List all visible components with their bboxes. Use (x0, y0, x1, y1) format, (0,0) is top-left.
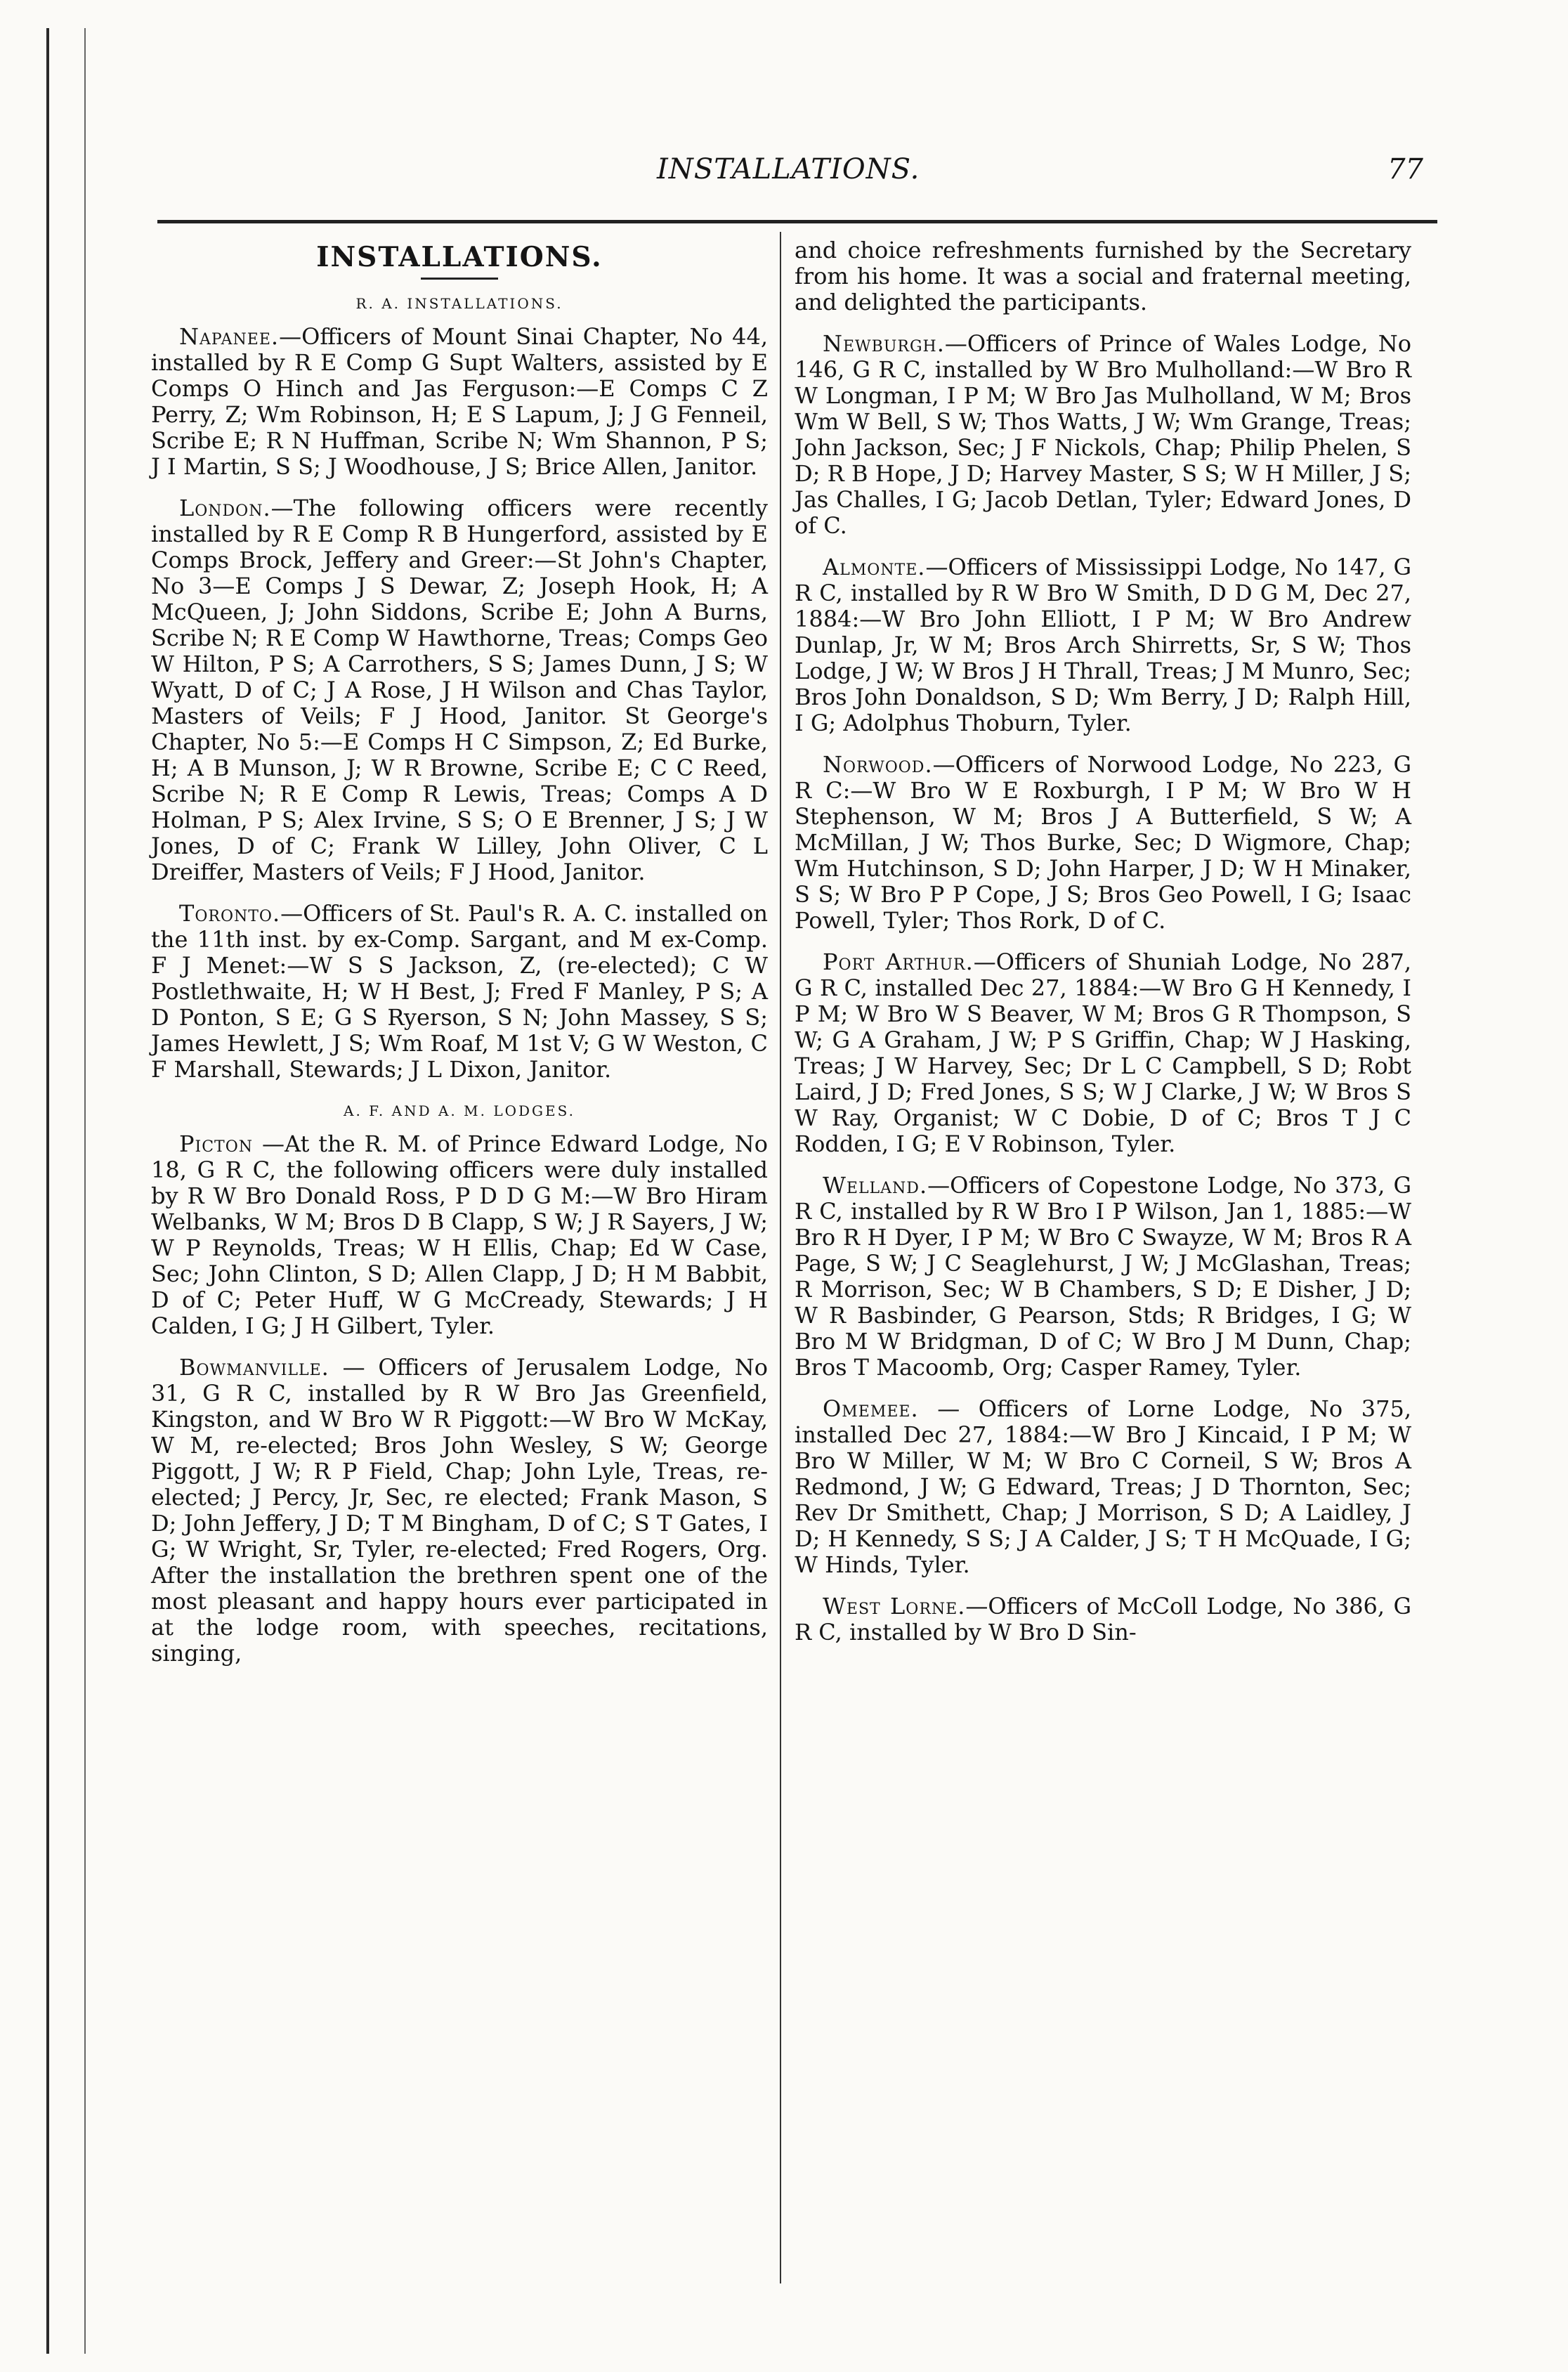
left-column (151, 237, 768, 1682)
entry-bowmanville (151, 1355, 768, 1667)
entry-text: —At the R. M. of Prince Edward Lodge, No 18, G R C, the following officers were duly installed by R W Bro Donald Ross, P D D G M:—W Bro Hiram Welbanks, W M; Bros D B Clapp, S W; J R Sayers, J W; W P Reynolds, Treas; W H Ellis, Chap; Ed W Case, Sec; John Clinton, S D; Allen Clapp, J D; H M Babbit, D of C; Peter Huff, W G McCready, Stewards; J H Calden, I G; J H Gilbert, Tyler. (151, 1130, 768, 1339)
entry-text: —Officers of Copestone Lodge, No 373, G R C, installed by R W Bro I P Wilson, Jan 1, 1885:—W Bro R H Dyer, I P M; W Bro C Swayze, W M; Bros R A Page, S W; J C Seaglehurst, J W; J McGlashan, Treas; R Morrison, Sec; W B Chambers, S D; E Disher, J D; W R Basbinder, G Pearson, Stds; R Bridges, I G; W Bro M W Bridgman, D of C; W Bro J M Dunn, Chap; Bros T Macoomb, Org; Casper Ramey, Tyler. (795, 1172, 1411, 1381)
place-name: Picton (179, 1130, 254, 1157)
place-name: Toronto. (179, 900, 281, 927)
entry-text: —Officers of Prince of Wales Lodge, No 146, G R C, installed by W Bro Mulholland:—W Bro R W Longman, I P M; W Bro Jas Mulholland, W M; Bros Wm W Bell, S W; Thos Watts, J W; Wm Grange, Treas; John Jackson, Sec; J F Nickols, Chap; Philip Phelen, S D; R B Hope, J D; Harvey Master, S S; W H Miller, J S; Jas Challes, I G; Jacob Detlan, Tyler; Edward Jones, D of C. (795, 330, 1411, 539)
place-name: Almonte. (823, 554, 926, 580)
entry-text: —Officers of McColl Lodge, No 386, G R C, installed by W Bro D Sin- (795, 1593, 1412, 1646)
entry-text: — Officers of Jerusalem Lodge, No 31, G R C, installed by R W Bro Jas Greenfield, Kingston, and W Bro W R Piggott:—W Bro W McKay, W M, re-elected; Bros John Wesley, S W; George Piggott, J W; R P Field, Chap; John Lyle, Treas, re-elected; J Percy, Jr, Sec, re elected; Frank Mason, S D; John Jeffery, J D; T M Bingham, D of C; S T Gates, I G; W Wright, Sr, Tyler, re-elected; Fred Rogers, Org. After the installation the brethren spent one of the most pleasant and happy hours ever participated in at the lodge room, with speeches, recitations, singing, (151, 1354, 768, 1667)
place-name: Newburgh. (823, 330, 945, 357)
place-name: West Lorne. (823, 1593, 966, 1620)
entry-text: —Officers of Mississippi Lodge, No 147, G R C, installed by R W Bro W Smith, D D G M, Dec 27, 1884:—W Bro John Elliott, I P M; W Bro Andrew Dunlap, Jr, W M; Bros Arch Shirretts, Sr, S W; Thos Lodge, J W; W Bros J H Thrall, Treas; J M Munro, Sec; Bros John Donaldson, S D; Wm Berry, J D; Ralph Hill, I G; Adolphus Thoburn, Tyler. (795, 554, 1411, 736)
header-rule (157, 220, 1437, 223)
column-divider (780, 232, 781, 2283)
entry-continuation: and choice refreshments furnished by the Secretary from his home. It was a social and fraternal meeting, and delighted the participants. (795, 237, 1411, 315)
entry-picton (151, 1131, 768, 1339)
entry-welland (795, 1173, 1411, 1381)
place-name: Port Arthur. (823, 949, 974, 975)
place-name: Bowmanville. (179, 1354, 329, 1381)
place-name: Omemee. (823, 1395, 919, 1422)
entry-text: —Officers of Norwood Lodge, No 223, G R C:—W Bro W E Roxburgh, I P M; W Bro W H Stephenson, W M; Bros J A Butterfield, S W; A McMillan, J W; Thos Burke, Sec; D Wigmore, Chap; Wm Hutchinson, S D; John Harper, J D; W H Minaker, S S; W Bro P P Cope, J S; Bros Geo Powell, I G; Isaac Powell, Tyler; Thos Rork, D of C. (795, 751, 1411, 934)
title-rule (421, 278, 498, 280)
entry-text: —The following officers were recently installed by R E Comp R B Hungerford, assisted by E Comps Brock, Jeffery and Greer:—St John's Chapter, No 3—E Comps J S Dewar, Z; Joseph Hook, H; A McQueen, J; John Siddons, Scribe E; John A Burns, Scribe N; R E Comp W Hawthorne, Treas; Comps Geo W Hilton, P S; A Carrothers, S S; James Dunn, J S; W Wyatt, D of C; J A Rose, J H Wilson and Chas Taylor, Masters of Veils; F J Hood, Janitor. St George's Chapter, No 5:—E Comps H C Simpson, Z; Ed Burke, H; A B Munson, J; W R Browne, Scribe E; C C Reed, Scribe N; R E Comp R Lewis, Treas; Comps A D Holman, P S; Alex Irvine, S S; O E Brenner, J S; J W Jones, D of C; Frank W Lilley, John Oliver, C L Dreiffer, Masters of Veils; F J Hood, Janitor. (151, 495, 768, 885)
entry-port-arthur (795, 949, 1411, 1157)
place-name: London. (179, 495, 271, 521)
entry-norwood (795, 752, 1411, 934)
page-number: 77 (1387, 153, 1423, 185)
entry-toronto (151, 901, 768, 1083)
entry-text: —Officers of St. Paul's R. A. C. installed on the 11th inst. by ex-Comp. Sargant, and M ex-Comp. F J Menet:—W S S Jackson, Z, (re-elected); C W Postlethwaite, H; W H Best, J; Fred F Manley, P S; A D Ponton, S E; G S Ryerson, S N; John Massey, S S; James Hewlett, J S; Wm Roaf, M 1st V; G W Weston, C F Marshall, Stewards; J L Dixon, Janitor. (151, 900, 768, 1083)
binding-edge-line (46, 28, 49, 2354)
running-head: INSTALLATIONS. (657, 153, 920, 185)
binding-edge-line-inner (84, 28, 86, 2354)
right-column (795, 237, 1411, 1661)
entry-napanee (151, 324, 768, 480)
place-name: Welland. (823, 1172, 928, 1199)
entry-almonte (795, 554, 1411, 736)
section-title: INSTALLATIONS. (316, 241, 603, 273)
entry-text: —Officers of Mount Sinai Chapter, No 44, installed by R E Comp G Supt Walters, assisted by E Comps O Hinch and Jas Ferguson:—E Comps C Z Perry, Z; Wm Robinson, H; E S Lapum, J; J G Fenneil, Scribe E; R N Huffman, Scribe N; Wm Shannon, P S; J I Martin, S S; J Woodhouse, J S; Brice Allen, Janitor. (151, 323, 768, 480)
ra-installations-heading: R. A. INSTALLATIONS. (355, 295, 563, 312)
entry-text: —Officers of Shuniah Lodge, No 287, G R C, installed Dec 27, 1884:—W Bro G H Kennedy, I P M; W Bro W S Beaver, W M; Bros G R Thompson, S W; G A Graham, J W; P S Griffin, Chap; W J Hasking, Treas; J W Harvey, Sec; Dr L C Campbell, S D; Robt Laird, J D; Fred Jones, S S; W J Clarke, J W; W Bros S W Ray, Organist; W C Dobie, D of C; Bros T J C Rodden, I G; E V Robinson, Tyler. (795, 949, 1412, 1157)
entry-london (151, 495, 768, 885)
entry-omemee (795, 1396, 1411, 1578)
entry-newburgh (795, 331, 1411, 539)
entry-west-lorne (795, 1594, 1411, 1646)
af-am-lodges-heading: A. F. AND A. M. LODGES. (344, 1102, 575, 1119)
entry-text: — Officers of Lorne Lodge, No 375, installed Dec 27, 1884:—W Bro J Kincaid, I P M; W Bro W Miller, W M; W Bro C Corneil, S W; Bros A Redmond, J W; G Edward, Treas; J D Thornton, Sec; Rev Dr Smithett, Chap; J Morrison, S D; A Laidley, J D; H Kennedy, S S; J A Calder, J S; T H McQuade, I G; W Hinds, Tyler. (795, 1395, 1411, 1578)
place-name: Napanee. (179, 323, 280, 350)
place-name: Norwood. (823, 751, 933, 778)
